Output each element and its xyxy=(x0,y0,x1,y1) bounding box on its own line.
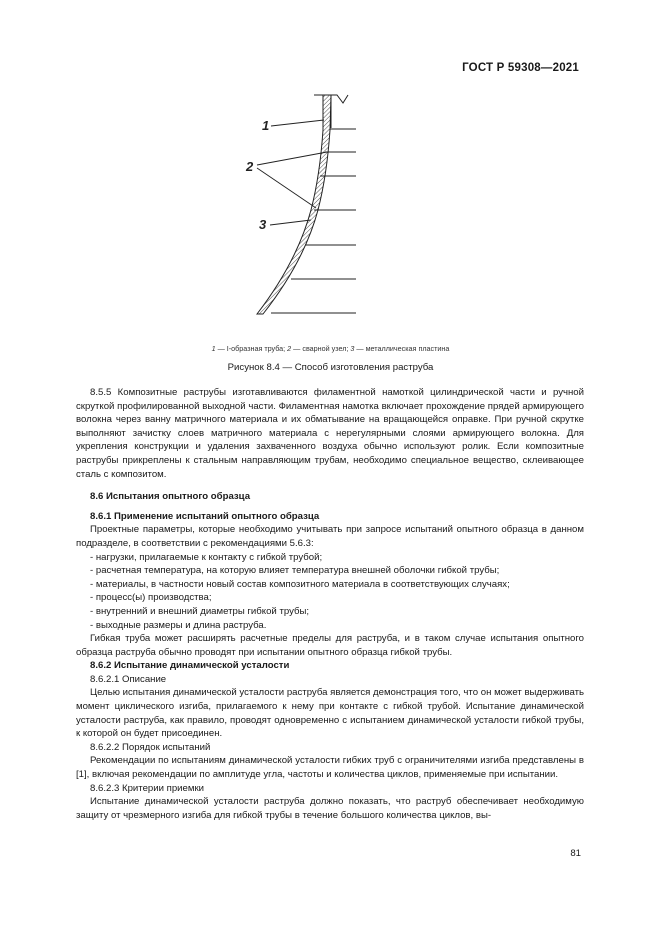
bellmouth-fabrication-figure xyxy=(0,0,661,340)
paragraph-8-5-5: 8.5.5 Композитные раструбы изготавливаются филаментной намоткой цилиндрической части и ручной скруткой профилированной выходной части. Филаментная намотка включает прохождение прядей армирующего волокна через ванну матричного материала и их обматывание на вращающейся оправке. При ручной скрутке выполняют зачистку слоев матричного материала с нерегулярными слоями армирующего волокна. Для укрепления конструкции и удаления захваченного воздуха обычно используют ролик. Если композитные раструбы прикреплены к стальным направляющим трубам, необходимо специальное вещество, склеивающее сталь с композитом. xyxy=(76,387,584,480)
clause-heading-8-6-2-3: 8.6.2.3 Критерии приемки xyxy=(90,782,205,794)
legend-text-2: — сварной узел; xyxy=(291,344,351,353)
callout-label-1: 1 xyxy=(262,118,270,133)
list-item: - выходные размеры и длина раструба. xyxy=(90,619,267,631)
legend-text-1: — I-образная труба; xyxy=(215,344,288,353)
document-body xyxy=(76,386,584,822)
list-item: - материалы, в частности новый состав композитного материала в соответствующих случаях; xyxy=(90,578,510,590)
list-item: - нагрузки, прилагаемые к контакту с гибкой трубой; xyxy=(90,551,323,563)
callout-leader-3 xyxy=(270,220,311,225)
list-item: - расчетная температура, на которую влияет температура внешней оболочки гибкой трубы; xyxy=(90,565,500,577)
list-item: - внутренний и внешний диаметры гибкой трубы; xyxy=(90,605,310,617)
clause-heading-8-6-2-2: 8.6.2.2 Порядок испытаний xyxy=(90,741,211,753)
document-standard-header: ГОСТ Р 59308—2021 xyxy=(462,62,579,74)
callout-leader-1 xyxy=(271,120,324,126)
section-heading-8-6: 8.6 Испытания опытного образца xyxy=(90,491,251,503)
legend-num-2: 2 xyxy=(287,344,292,353)
callout-leader-2a xyxy=(257,152,327,165)
clause-heading-8-6-2-1: 8.6.2.1 Описание xyxy=(90,673,167,685)
callout-label-3: 3 xyxy=(259,217,267,232)
paragraph-8-6-2-2: Рекомендации по испытаниям динамической усталости гибких труб с ограничителями изгиба представлены в [1], включая рекомендации по амплитуде угла, частоты и количества циклов, применяемые при испытании. xyxy=(76,755,584,781)
callout-label-2: 2 xyxy=(246,159,254,174)
list-item: - процесс(ы) производства; xyxy=(90,592,212,604)
figure-caption: Рисунок 8.4 — Способ изготовления раструба xyxy=(227,362,434,373)
callout-leader-2b xyxy=(257,168,316,208)
legend-text-3: — металлическая пластина xyxy=(354,344,450,353)
paragraph-8-6-1-conclusion: Гибкая труба может расширять расчетные пределы для раструба, и в таком случае испытания опытного образца раструба обычно проводят при испытании опытного образца гибкой трубы. xyxy=(76,633,584,658)
legend-num-3: 3 xyxy=(350,344,355,353)
page-number: 81 xyxy=(570,848,581,859)
legend-num-1: 1 xyxy=(211,344,216,353)
paragraph-8-6-2-1: Целью испытания динамической усталости раструба является демонстрация того, что он может выдерживать момент циклического изгиба, прилагаемого к нему при контакте с гибкой трубой. Испытание динамической усталости раструба, как правило, проводят одновременно с испытанием динамической усталости гибкой трубы, к которой он будет присоединен. xyxy=(76,687,584,740)
figure-legend xyxy=(0,344,661,353)
subsection-heading-8-6-2: 8.6.2 Испытание динамической усталости xyxy=(90,660,290,672)
paragraph-8-6-2-3: Испытание динамической усталости раструба должно показать, что раструб обеспечивает необходимую защиту от чрезмерного изгиба для гибкой трубы в течение большого количества циклов, вы- xyxy=(76,796,584,821)
paragraph-8-6-1: Проектные параметры, которые необходимо учитывать при запросе испытаний опытного образца в данном подразделе, в соответствии с рекомендациями 5.6.3: xyxy=(76,524,584,549)
subsection-heading-8-6-1: 8.6.1 Применение испытаний опытного образца xyxy=(90,510,320,522)
